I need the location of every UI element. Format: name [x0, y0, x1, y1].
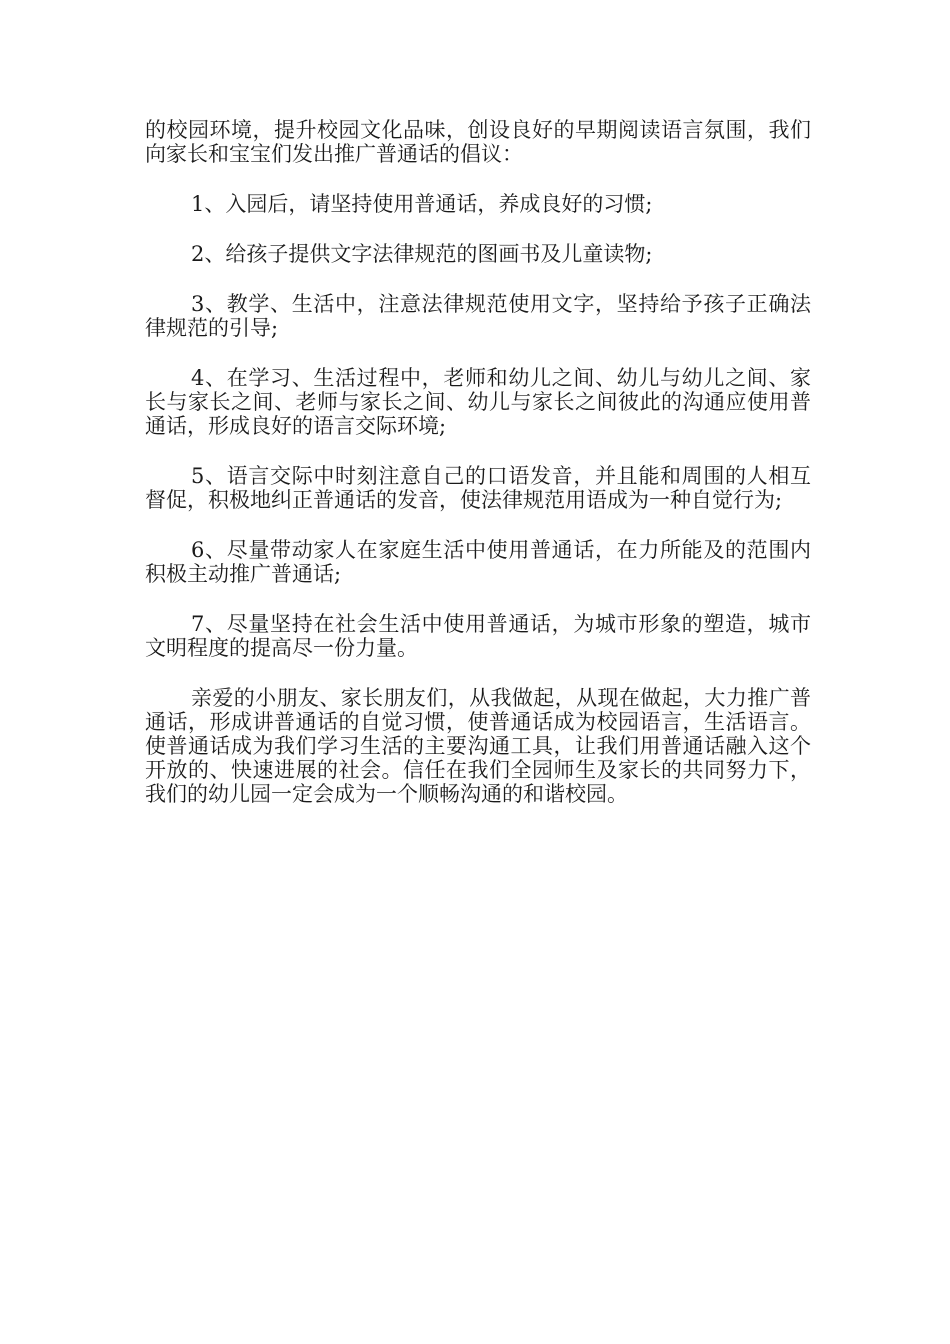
proposal-item-3: 3、教学、生活中，注意法律规范使用文字，坚持给予孩子正确法律规范的引导; — [145, 292, 811, 340]
proposal-item-5: 5、语言交际中时刻注意自己的口语发音，并且能和周围的人相互督促，积极地纠正普通话的发音，使法律规范用语成为一种自觉行为; — [145, 464, 811, 512]
proposal-item-1: 1、入园后，请坚持使用普通话，养成良好的习惯; — [191, 192, 653, 216]
proposal-item-7: 7、尽量坚持在社会生活中使用普通话，为城市形象的塑造，城市文明程度的提高尽一份力量。 — [145, 612, 811, 660]
proposal-item-6: 6、尽量带动家人在家庭生活中使用普通话，在力所能及的范围内积极主动推广普通话; — [145, 538, 811, 586]
closing-paragraph: 亲爱的小朋友、家长朋友们，从我做起，从现在做起，大力推广普通话，形成讲普通话的自觉习惯，使普通话成为校园语言，生活语言。使普通话成为我们学习生活的主要沟通工具，让我们用普通话融入这个开放的、快速进展的社会。信任在我们全园师生及家长的共同努力下，我们的幼儿园一定会成为一个顺畅沟通的和谐校园。 — [145, 686, 811, 806]
proposal-item-4: 4、在学习、生活过程中，老师和幼儿之间、幼儿与幼儿之间、家长与家长之间、老师与家长之间、幼儿与家长之间彼此的沟通应使用普通话，形成良好的语言交际环境; — [145, 366, 811, 438]
proposal-item-2: 2、给孩子提供文字法律规范的图画书及儿童读物; — [191, 242, 653, 266]
intro-paragraph: 的校园环境，提升校园文化品味，创设良好的早期阅读语言氛围，我们向家长和宝宝们发出推广普通话的倡议： — [145, 118, 811, 166]
document-body — [145, 118, 811, 832]
